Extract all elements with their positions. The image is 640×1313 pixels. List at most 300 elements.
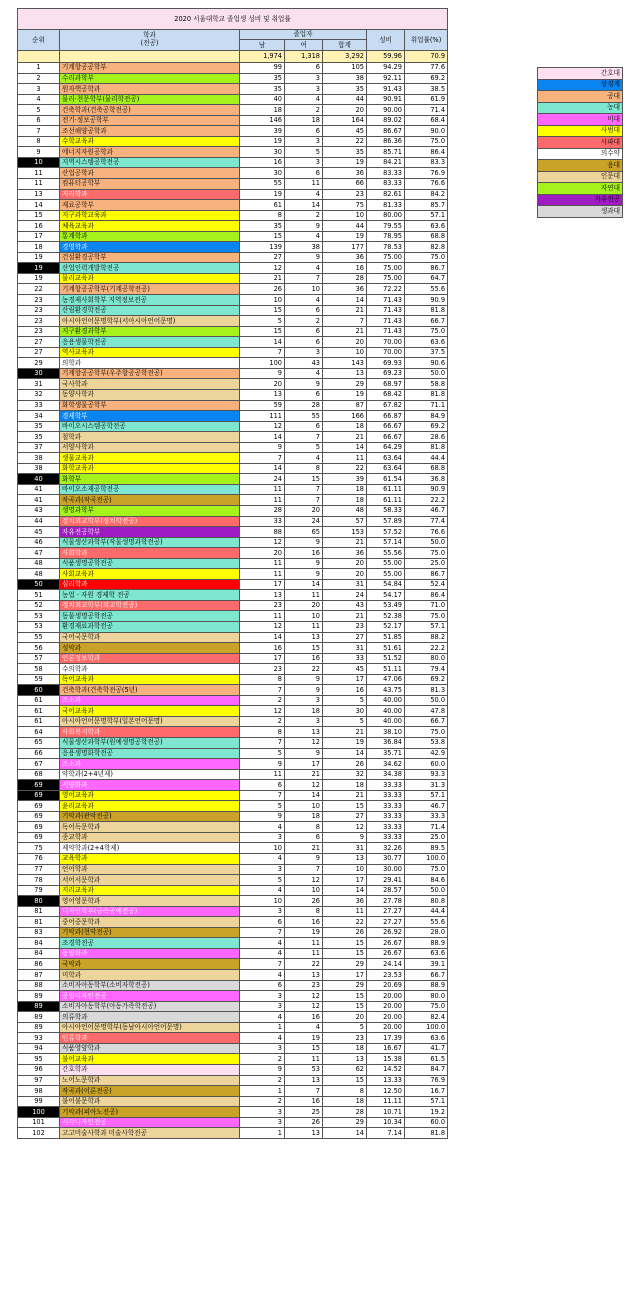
male-cell: 17 — [240, 579, 285, 590]
legend-item — [538, 148, 623, 160]
dept-cell: 공업디자인전공 — [60, 991, 240, 1002]
total-cell: 14 — [323, 1128, 367, 1139]
female-cell: 11 — [285, 1054, 323, 1065]
rank-cell: 77 — [18, 864, 60, 875]
table-row — [18, 590, 448, 601]
employment-cell: 31.3 — [405, 780, 448, 791]
total-cell: 20 — [323, 337, 367, 348]
ratio-cell: 54.17 — [367, 590, 405, 601]
rank-cell: 9 — [18, 147, 60, 158]
rank-cell: 64 — [18, 727, 60, 738]
rank-cell: 35 — [18, 421, 60, 432]
ratio-cell: 51.85 — [367, 632, 405, 643]
table-row — [18, 347, 448, 358]
legend-item — [538, 171, 623, 183]
total-cell: 23 — [323, 621, 367, 632]
female-cell: 20 — [285, 505, 323, 516]
total-cell: 11 — [323, 906, 367, 917]
ratio-cell: 67.82 — [367, 400, 405, 411]
employment-cell: 90.9 — [405, 295, 448, 306]
employment-cell: 66.7 — [405, 970, 448, 981]
ratio-cell: 20.00 — [367, 991, 405, 1002]
legend-label: 자연대 — [538, 183, 623, 195]
dept-cell: 기악과(피아노전공) — [60, 1107, 240, 1118]
total-cell: 17 — [323, 970, 367, 981]
legend-item — [538, 79, 623, 91]
total-cell: 15 — [323, 1001, 367, 1012]
table-row — [18, 505, 448, 516]
male-cell: 9 — [240, 1064, 285, 1075]
table-row — [18, 1043, 448, 1054]
rank-cell: 22 — [18, 284, 60, 295]
dept-cell: 불어불문학과 — [60, 1096, 240, 1107]
table-row — [18, 168, 448, 179]
female-cell: 4 — [285, 453, 323, 464]
total-cell: 16 — [323, 263, 367, 274]
employment-cell: 57.1 — [405, 1096, 448, 1107]
ratio-cell: 33.33 — [367, 832, 405, 843]
total-cell: 166 — [323, 411, 367, 422]
dept-cell: 수리과학부 — [60, 73, 240, 84]
table-row — [18, 959, 448, 970]
employment-cell: 89.5 — [405, 843, 448, 854]
employment-cell: 53.8 — [405, 738, 448, 749]
male-cell: 5 — [240, 316, 285, 327]
total-cell: 36 — [323, 548, 367, 559]
total-cell: 36 — [323, 168, 367, 179]
dept-cell: 체육교육과 — [60, 221, 240, 232]
female-cell: 16 — [285, 653, 323, 664]
table-row — [18, 864, 448, 875]
male-cell: 61 — [240, 200, 285, 211]
total-cell: 164 — [323, 115, 367, 126]
female-cell: 53 — [285, 1064, 323, 1075]
employment-cell: 33.3 — [405, 811, 448, 822]
table-row — [18, 263, 448, 274]
female-cell: 14 — [285, 790, 323, 801]
rank-cell: 43 — [18, 505, 60, 516]
male-cell: 13 — [240, 389, 285, 400]
employment-cell: 68.8 — [405, 463, 448, 474]
female-cell: 3 — [285, 347, 323, 358]
dept-cell: 국어국문학과 — [60, 632, 240, 643]
employment-cell: 55.6 — [405, 284, 448, 295]
female-cell: 12 — [285, 1001, 323, 1012]
female-cell: 9 — [285, 685, 323, 696]
employment-cell: 16.7 — [405, 1086, 448, 1097]
employment-cell: 71.0 — [405, 600, 448, 611]
female-cell: 43 — [285, 358, 323, 369]
male-cell: 35 — [240, 84, 285, 95]
rank-cell: 32 — [18, 389, 60, 400]
female-cell: 19 — [285, 1033, 323, 1044]
dept-cell: 중어중문학과 — [60, 917, 240, 928]
employment-cell: 46.7 — [405, 505, 448, 516]
table-row — [18, 337, 448, 348]
employment-cell: 76.6 — [405, 179, 448, 190]
employment-cell: 71.1 — [405, 400, 448, 411]
table-row — [18, 716, 448, 727]
dept-cell: 아시아언어문명학부(서아시아언어문명) — [60, 316, 240, 327]
employment-cell: 83.3 — [405, 157, 448, 168]
dept-cell: 경영학과 — [60, 242, 240, 253]
ratio-cell: 64.29 — [367, 442, 405, 453]
total-cell: 7 — [323, 316, 367, 327]
total-cell: 35 — [323, 147, 367, 158]
female-cell: 15 — [285, 474, 323, 485]
ratio-cell: 34.62 — [367, 759, 405, 770]
legend-item — [538, 160, 623, 172]
dept-cell: 자유전공학부 — [60, 527, 240, 538]
dept-cell: 원자핵공학과 — [60, 84, 240, 95]
total-cell: 57 — [323, 516, 367, 527]
total-cell: 62 — [323, 1064, 367, 1075]
female-cell: 3 — [285, 84, 323, 95]
rank-cell: 55 — [18, 632, 60, 643]
female-cell: 6 — [285, 126, 323, 137]
employment-cell: 100.0 — [405, 854, 448, 865]
dept-cell: 지리학과 — [60, 189, 240, 200]
total-cell: 27 — [323, 632, 367, 643]
table-row — [18, 801, 448, 812]
female-cell: 9 — [285, 252, 323, 263]
total-cell: 18 — [323, 780, 367, 791]
female-cell: 12 — [285, 991, 323, 1002]
male-cell: 20 — [240, 548, 285, 559]
dept-cell: 화학부 — [60, 474, 240, 485]
table-row — [18, 706, 448, 717]
employment-cell: 90.6 — [405, 358, 448, 369]
total-cell: 21 — [323, 611, 367, 622]
legend-label: 상경계 — [538, 79, 623, 91]
employment-cell: 68.4 — [405, 115, 448, 126]
table-row — [18, 73, 448, 84]
dept-cell: 식품영양학과 — [60, 1043, 240, 1054]
ratio-cell: 70.00 — [367, 347, 405, 358]
dept-cell: 정치외교학부(정치학전공) — [60, 516, 240, 527]
table-row — [18, 948, 448, 959]
total-cell: 14 — [323, 295, 367, 306]
dept-cell: 화학교육과 — [60, 463, 240, 474]
dept-cell: 의류학과 — [60, 1012, 240, 1023]
legend-label: 자유전공 — [538, 194, 623, 206]
employment-cell: 25.0 — [405, 558, 448, 569]
female-cell: 21 — [285, 769, 323, 780]
female-header: 여 — [285, 40, 323, 51]
dept-cell: 화학생물공학부 — [60, 400, 240, 411]
male-cell: 20 — [240, 379, 285, 390]
total-cell: 5 — [323, 716, 367, 727]
female-cell: 16 — [285, 1012, 323, 1023]
dept-cell: 수의학과 — [60, 664, 240, 675]
dept-cell: 식품생명공학전공 — [60, 558, 240, 569]
dept-header: 학과 (전공) — [60, 30, 240, 51]
totals-row — [18, 51, 448, 63]
dept-cell: 제약학과(2+4학제) — [60, 843, 240, 854]
ratio-cell: 71.43 — [367, 316, 405, 327]
ratio-cell: 83.33 — [367, 168, 405, 179]
ratio-cell: 69.93 — [367, 358, 405, 369]
table-row — [18, 748, 448, 759]
ratio-cell: 70.00 — [367, 337, 405, 348]
total-cell: 15 — [323, 938, 367, 949]
dept-cell: 서양화과 — [60, 780, 240, 791]
ratio-cell: 92.11 — [367, 73, 405, 84]
rank-cell: 94 — [18, 1043, 60, 1054]
female-cell: 9 — [285, 748, 323, 759]
employment-cell: 61.9 — [405, 94, 448, 105]
employment-cell: 66.7 — [405, 316, 448, 327]
total-cell: 28 — [323, 1107, 367, 1118]
employment-cell: 84.9 — [405, 411, 448, 422]
total-cell: 32 — [323, 769, 367, 780]
dept-cell: 응용생명화학전공 — [60, 748, 240, 759]
female-cell: 25 — [285, 1107, 323, 1118]
rank-cell: 50 — [18, 579, 60, 590]
male-cell: 26 — [240, 284, 285, 295]
table-row — [18, 115, 448, 126]
employment-cell: 79.4 — [405, 664, 448, 675]
total-cell: 27 — [323, 811, 367, 822]
dept-cell: 종교학과 — [60, 832, 240, 843]
ratio-cell: 83.33 — [367, 179, 405, 190]
table-row — [18, 822, 448, 833]
employment-cell: 28.6 — [405, 432, 448, 443]
male-cell: 3 — [240, 906, 285, 917]
rank-cell: 34 — [18, 411, 60, 422]
graduates-table — [17, 8, 448, 1139]
table-row — [18, 421, 448, 432]
ratio-cell: 40.00 — [367, 716, 405, 727]
dept-cell: 동양사학과 — [60, 389, 240, 400]
table-row — [18, 611, 448, 622]
ratio-cell: 53.49 — [367, 600, 405, 611]
total-cell: 13 — [323, 1054, 367, 1065]
male-cell: 14 — [240, 632, 285, 643]
ratio-cell: 47.06 — [367, 674, 405, 685]
dept-cell: 심리학과 — [60, 579, 240, 590]
table-row — [18, 453, 448, 464]
table-row — [18, 780, 448, 791]
ratio-cell: 40.00 — [367, 695, 405, 706]
total-cell: 21 — [323, 790, 367, 801]
table-row — [18, 917, 448, 928]
rank-cell: 98 — [18, 1086, 60, 1097]
rank-cell: 11 — [18, 168, 60, 179]
rank-cell: 2 — [18, 73, 60, 84]
ratio-cell: 36.84 — [367, 738, 405, 749]
male-cell: 3 — [240, 1107, 285, 1118]
female-cell: 10 — [285, 611, 323, 622]
employment-cell: 76.6 — [405, 527, 448, 538]
female-cell: 55 — [285, 411, 323, 422]
female-cell: 14 — [285, 200, 323, 211]
dept-cell: 산업공학과 — [60, 168, 240, 179]
table-row — [18, 569, 448, 580]
table-row — [18, 63, 448, 74]
total-cell: 10 — [323, 347, 367, 358]
total-cell: 22 — [323, 136, 367, 147]
ratio-cell: 63.64 — [367, 453, 405, 464]
rank-cell: 86 — [18, 959, 60, 970]
ratio-cell: 10.71 — [367, 1107, 405, 1118]
female-cell: 17 — [285, 759, 323, 770]
table-row — [18, 126, 448, 137]
table-row — [18, 105, 448, 116]
male-cell: 7 — [240, 685, 285, 696]
ratio-cell: 90.91 — [367, 94, 405, 105]
female-cell: 12 — [285, 875, 323, 886]
female-cell: 23 — [285, 980, 323, 991]
female-cell: 18 — [285, 706, 323, 717]
total-cell: 14 — [323, 748, 367, 759]
rank-cell: 78 — [18, 875, 60, 886]
employment-cell: 71.4 — [405, 822, 448, 833]
total-cell: 26 — [323, 927, 367, 938]
male-cell: 2 — [240, 1054, 285, 1065]
employment-cell: 75.0 — [405, 727, 448, 738]
table-row — [18, 906, 448, 917]
male-cell: 1 — [240, 1022, 285, 1033]
table-row — [18, 1128, 448, 1139]
total-cell: 19 — [323, 389, 367, 400]
employment-cell: 81.8 — [405, 442, 448, 453]
table-row — [18, 832, 448, 843]
ratio-cell: 40.00 — [367, 706, 405, 717]
female-cell: 21 — [285, 843, 323, 854]
legend-label: 의수약 — [538, 148, 623, 160]
male-cell: 11 — [240, 495, 285, 506]
total-cell: 11 — [323, 453, 367, 464]
rank-cell: 37 — [18, 442, 60, 453]
female-cell: 15 — [285, 1043, 323, 1054]
dept-cell: 기악과(현악전공) — [60, 927, 240, 938]
rank-cell: 84 — [18, 938, 60, 949]
legend-label: 인문대 — [538, 171, 623, 183]
ratio-cell: 11.11 — [367, 1096, 405, 1107]
female-cell: 13 — [285, 632, 323, 643]
table-row — [18, 1075, 448, 1086]
total-cell: 44 — [323, 94, 367, 105]
employment-cell: 44.4 — [405, 906, 448, 917]
male-cell: 5 — [240, 748, 285, 759]
ratio-cell: 63.64 — [367, 463, 405, 474]
dept-cell: 기악과(관악전공) — [60, 811, 240, 822]
employment-cell: 57.1 — [405, 621, 448, 632]
table-row — [18, 1012, 448, 1023]
rank-cell: 7 — [18, 126, 60, 137]
ratio-cell: 68.97 — [367, 379, 405, 390]
rank-cell: 29 — [18, 358, 60, 369]
rank-cell: 95 — [18, 1054, 60, 1065]
dept-cell: 동물생명공학전공 — [60, 611, 240, 622]
table-row — [18, 147, 448, 158]
ratio-cell: 33.33 — [367, 780, 405, 791]
ratio-cell: 81.33 — [367, 200, 405, 211]
total-ratio: 59.96 — [367, 51, 405, 63]
female-cell: 13 — [285, 727, 323, 738]
page-title: 2020 서울대학교 졸업생 성비 및 취업률 — [18, 9, 448, 30]
male-cell: 5 — [240, 875, 285, 886]
ratio-cell: 43.75 — [367, 685, 405, 696]
male-cell: 11 — [240, 484, 285, 495]
female-cell: 6 — [285, 168, 323, 179]
female-cell: 8 — [285, 822, 323, 833]
male-cell: 88 — [240, 527, 285, 538]
total-cell: 13 — [323, 854, 367, 865]
employment-cell: 88.9 — [405, 938, 448, 949]
male-cell: 9 — [240, 442, 285, 453]
male-cell: 1 — [240, 1086, 285, 1097]
rank-cell: 48 — [18, 558, 60, 569]
male-cell: 11 — [240, 558, 285, 569]
ratio-cell: 51.52 — [367, 653, 405, 664]
dept-cell: 아시아언어문명학부(동남아시아언어문명) — [60, 1022, 240, 1033]
male-cell: 4 — [240, 1012, 285, 1023]
rank-cell: 38 — [18, 463, 60, 474]
rank-cell: 14 — [18, 200, 60, 211]
female-cell: 9 — [285, 379, 323, 390]
employment-cell: 81.8 — [405, 305, 448, 316]
table-row — [18, 600, 448, 611]
female-cell: 6 — [285, 832, 323, 843]
rank-cell: 5 — [18, 105, 60, 116]
table-row — [18, 738, 448, 749]
female-cell: 3 — [285, 695, 323, 706]
rank-cell: 57 — [18, 653, 60, 664]
ratio-cell: 34.38 — [367, 769, 405, 780]
total-header: 합계 — [323, 40, 367, 51]
employment-cell: 28.0 — [405, 927, 448, 938]
female-cell: 16 — [285, 1096, 323, 1107]
ratio-cell: 29.41 — [367, 875, 405, 886]
rank-cell: 97 — [18, 1075, 60, 1086]
female-cell: 4 — [285, 368, 323, 379]
female-cell: 28 — [285, 400, 323, 411]
rank-cell: 48 — [18, 569, 60, 580]
ratio-cell: 66.67 — [367, 432, 405, 443]
employment-cell: 75.0 — [405, 548, 448, 559]
table-row — [18, 242, 448, 253]
female-cell: 8 — [285, 463, 323, 474]
total-cell: 21 — [323, 326, 367, 337]
male-cell: 8 — [240, 727, 285, 738]
employment-cell: 22.2 — [405, 495, 448, 506]
employment-cell: 46.7 — [405, 801, 448, 812]
male-cell: 28 — [240, 505, 285, 516]
rank-cell: 76 — [18, 854, 60, 865]
employment-cell: 47.8 — [405, 706, 448, 717]
dept-cell: 언론정보학과 — [60, 653, 240, 664]
rank-cell: 93 — [18, 1033, 60, 1044]
total-cell: 14 — [323, 885, 367, 896]
total-cell: 15 — [323, 991, 367, 1002]
rank-cell: 23 — [18, 295, 60, 306]
ratio-cell: 20.69 — [367, 980, 405, 991]
total-cell: 33 — [323, 653, 367, 664]
ratio-cell: 27.27 — [367, 906, 405, 917]
ratio-cell: 30.00 — [367, 864, 405, 875]
total-cell: 30 — [323, 706, 367, 717]
total-cell: 21 — [323, 305, 367, 316]
male-cell: 12 — [240, 421, 285, 432]
employment-cell: 58.8 — [405, 379, 448, 390]
male-cell: 15 — [240, 305, 285, 316]
ratio-cell: 57.89 — [367, 516, 405, 527]
rank-cell: 89 — [18, 1022, 60, 1033]
legend-item — [538, 206, 623, 218]
employment-cell: 77.4 — [405, 516, 448, 527]
